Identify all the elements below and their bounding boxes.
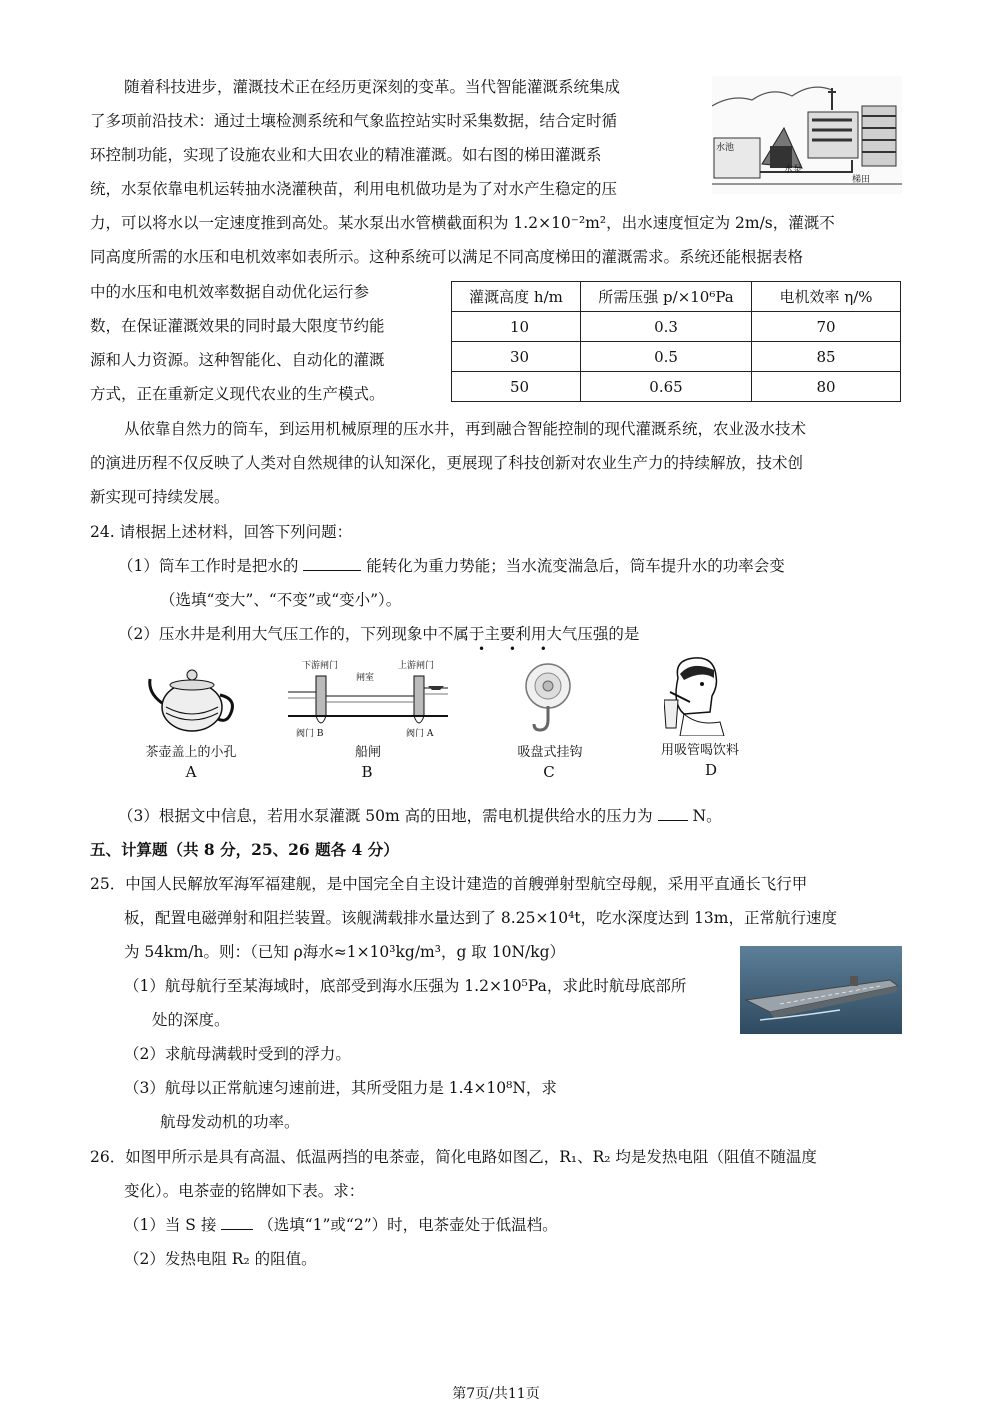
terrace-label: 梯田 — [852, 175, 871, 185]
intro-line-9: 源和人力资源。这种智能化、自动化的灌溉 — [90, 351, 385, 369]
para2-line-2: 的演进历程不仅反映了人类对自然规律的认知深化，更展现了科技创新对农业生产力的持续解放，技术创 — [90, 454, 804, 472]
suction-hook-icon — [518, 660, 578, 736]
table-cell: 50 — [452, 372, 581, 402]
valve-b-label: 阀门 B — [296, 729, 324, 739]
table-cell: 0.3 — [581, 312, 752, 342]
q26-part1-text-b: （选填“1”或“2”）时，电茶壶处于低温档。 — [258, 1216, 558, 1234]
intro-line-7: 中的水压和电机效率数据自动优化运行参 — [90, 283, 370, 301]
header-pressure: 所需压强 p/×10⁶Pa — [581, 282, 752, 312]
up-gate-label: 上游闸门 — [398, 661, 435, 671]
intro-line-6: 同高度所需的水压和电机效率如表所示。这种系统可以满足不同高度梯田的灌溉需求。系统还能根据表格 — [90, 248, 804, 266]
q26-part2: （2）发热电阻 R₂ 的阻值。 — [124, 1250, 317, 1268]
option-d-caption: 用吸管喝饮料 — [660, 743, 739, 758]
intro-line-10: 方式，正在重新定义现代农业的生产模式。 — [90, 385, 385, 403]
q25-part1-line-1: （1）航母航行至某海域时，底部受到海水压强为 1.2×10⁵Pa，求此时航母底部所 — [124, 977, 687, 995]
q24-part3-text-a: （3）根据文中信息，若用水泵灌溉 50m 高的田地，需电机提供给水的压力为 — [118, 807, 653, 825]
valve-a-label: 阀门 A — [406, 729, 434, 739]
table-row — [452, 342, 901, 372]
option-b-letter[interactable]: B — [361, 763, 373, 781]
option-c-caption: 吸盘式挂钩 — [517, 745, 583, 760]
header-height: 灌溉高度 h/m — [452, 282, 581, 312]
chamber-label: 闸室 — [356, 673, 375, 683]
table-cell: 70 — [752, 312, 901, 342]
table-row — [452, 312, 901, 342]
table-cell: 0.65 — [581, 372, 752, 402]
q24-part3-text-b: N。 — [692, 807, 722, 825]
q24-part1-text-b: 能转化为重力势能；当水流变湍急后，筒车提升水的功率会变 — [366, 557, 785, 575]
q24-part1-options: （选填“变大”、“不变”或“变小”）。 — [160, 591, 402, 609]
q24-stem: 24. 请根据上述材料，回答下列问题： — [90, 523, 353, 541]
table-cell: 85 — [752, 342, 901, 372]
q25-part3-line-1: （3）航母以正常航速匀速前进，其所受阻力是 1.4×10⁸N，求 — [124, 1079, 557, 1097]
aircraft-carrier-photo — [740, 946, 902, 1034]
table-header-row — [452, 282, 901, 312]
section-heading: 五、计算题（共 8 分，25、26 题各 4 分） — [90, 840, 399, 859]
intro-line-2: 了多项前沿技术：通过土壤检测系统和气象监控站实时采集数据，结合定时循 — [90, 112, 618, 130]
intro-line-1: 随着科技进步，灌溉技术正在经历更深刻的变革。当代智能灌溉系统集成 — [124, 78, 621, 96]
terrace-irrigation-figure — [712, 76, 902, 194]
answer-blank[interactable] — [221, 1215, 253, 1230]
intro-line-4: 统，水泵依靠电机运转抽水浇灌秧苗，利用电机做功是为了对水产生稳定的压 — [90, 180, 618, 198]
down-gate-label: 下游闸门 — [302, 661, 339, 671]
option-b-caption: 船闸 — [354, 745, 381, 760]
irrigation-data-table — [451, 281, 901, 402]
q24-part1 — [118, 555, 785, 577]
para2-line-3: 新实现可持续发展。 — [90, 488, 230, 506]
intro-line-5: 力，可以将水以一定速度推到高处。某水泵出水管横截面积为 1.2×10⁻²m²，出水速度恒定为 2m/s，灌溉不 — [90, 214, 835, 232]
table-cell: 80 — [752, 372, 901, 402]
q25-line-3: 为 54km/h。则：（已知 ρ海水≈1×10³kg/m³，g 取 10N/kg） — [124, 943, 566, 961]
q26-part1-text-a: （1）当 S 接 — [124, 1216, 217, 1234]
table-cell: 30 — [452, 342, 581, 372]
option-a-letter[interactable]: A — [185, 763, 197, 781]
child-straw-icon — [664, 656, 730, 736]
table-cell: 10 — [452, 312, 581, 342]
q24-part2: （2）压水井是利用大气压工作的，下列现象中不属于主要利用大气压强的是 — [118, 625, 640, 643]
q24-part1-text-a: （1）筒车工作时是把水的 — [118, 557, 299, 575]
option-a-caption: 茶壶盖上的小孔 — [145, 745, 237, 760]
option-c-letter[interactable]: C — [543, 763, 555, 781]
answer-blank[interactable] — [303, 556, 361, 571]
intro-line-3: 环控制功能，实现了设施农业和大田农业的精准灌溉。如右图的梯田灌溉系 — [90, 146, 602, 164]
option-d-letter[interactable]: D — [704, 761, 718, 779]
para2-line-1: 从依靠自然力的筒车，到运用机械原理的压水井，再到融合智能控制的现代灌溉系统，农业汲水技术 — [124, 420, 807, 438]
table-cell: 0.5 — [581, 342, 752, 372]
table-row — [452, 372, 901, 402]
q25-part2: （2）求航母满载时受到的浮力。 — [124, 1045, 351, 1063]
q26-line-2: 变化）。电茶壶的铭牌如下表。求： — [124, 1182, 365, 1200]
teapot-icon — [146, 663, 238, 735]
ship-lock-figure — [288, 658, 448, 740]
q26-line-1: 26．如图甲所示是具有高温、低温两挡的电茶壶，简化电路如图乙，R₁、R₂ 均是发热电阻（阻值不随温度 — [90, 1148, 817, 1166]
q25-part1-line-2: 处的深度。 — [152, 1011, 230, 1029]
q24-part3 — [118, 805, 722, 827]
header-efficiency: 电机效率 η/% — [752, 282, 901, 312]
answer-blank[interactable] — [658, 806, 688, 821]
q25-line-1: 25．中国人民解放军海军福建舰，是中国完全自主设计建造的首艘弹射型航空母舰，采用平直通长飞行甲 — [90, 875, 808, 893]
q25-line-2: 板，配置电磁弹射和阻拦装置。该舰满载排水量达到了 8.25×10⁴t，吃水深度达到 13m，正常航行速度 — [124, 909, 837, 927]
page-footer: 第7页/共11页 — [452, 1386, 540, 1402]
emphasis-dots: • • • — [478, 642, 557, 656]
pump-label: 水泵 — [784, 165, 803, 175]
q26-part1 — [124, 1214, 558, 1236]
pool-label: 水池 — [716, 143, 735, 153]
q25-part3-line-2: 航母发动机的功率。 — [160, 1113, 300, 1131]
intro-line-8: 数，在保证灌溉效果的同时最大限度节约能 — [90, 317, 385, 335]
